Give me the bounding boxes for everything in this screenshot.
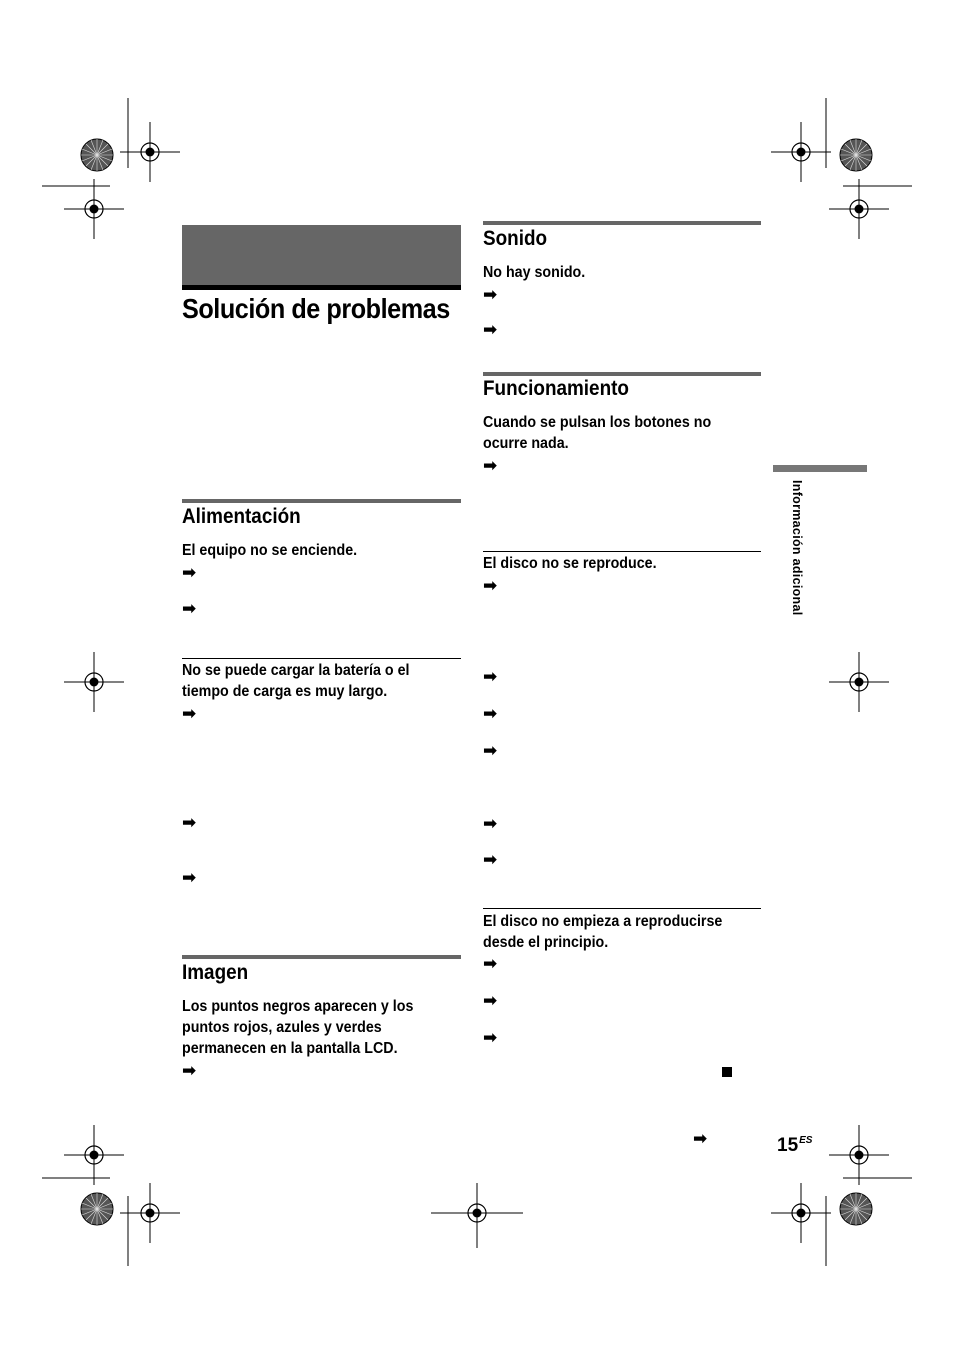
arrow-icon: ➡ (182, 1061, 197, 1080)
section-rule (483, 372, 761, 376)
section-title-imagen: Imagen (182, 961, 249, 984)
arrow-icon: ➡ (182, 868, 197, 887)
section-title-alimentacion: Alimentación (182, 505, 301, 528)
arrow-icon: ➡ (483, 954, 498, 973)
problem-heading: Cuando se pulsan los botones no ocurre nada. (483, 414, 712, 452)
arrow-icon: ➡ (483, 320, 498, 339)
section-title-sonido: Sonido (483, 227, 548, 250)
problem-heading: El equipo no se enciende. (182, 542, 358, 559)
side-tab-label: Información adicional (790, 480, 804, 616)
arrow-icon: ➡ (182, 599, 197, 618)
end-of-section-icon (722, 1067, 732, 1077)
arrow-icon: ➡ (483, 285, 498, 304)
page-title: Solución de problemas (182, 293, 450, 324)
problem-heading: No se puede cargar la batería o el tiempo de carga es muy largo. (182, 662, 410, 700)
arrow-icon: ➡ (483, 814, 498, 833)
problem-heading: El disco no empieza a reproducirse desde el principio. (483, 913, 723, 951)
section-rule (182, 499, 461, 503)
continue-arrow-icon: ➡ (693, 1129, 708, 1148)
problem-heading: El disco no se reproduce. (483, 555, 657, 572)
title-rule (182, 285, 461, 290)
side-tab-bar (773, 465, 867, 472)
problem-divider (483, 551, 761, 552)
arrow-icon: ➡ (182, 704, 197, 723)
problem-heading: No hay sonido. (483, 264, 586, 281)
arrow-icon: ➡ (182, 563, 197, 582)
arrow-icon: ➡ (483, 667, 498, 686)
section-title-funcionamiento: Funcionamiento (483, 377, 629, 400)
problem-divider (182, 658, 461, 659)
arrow-icon: ➡ (483, 704, 498, 723)
arrow-icon: ➡ (483, 576, 498, 595)
section-rule (182, 955, 461, 959)
page-number-value: 15 (777, 1135, 799, 1156)
arrow-icon: ➡ (182, 813, 197, 832)
page-number (777, 1135, 812, 1157)
section-rule (483, 221, 761, 225)
problem-heading: Los puntos negros aparecen y los puntos rojos, azules y verdes permanecen en la pantalla LCD. (182, 998, 414, 1057)
arrow-icon: ➡ (483, 741, 498, 760)
page-number-suffix: ES (799, 1135, 813, 1146)
arrow-icon: ➡ (483, 1028, 498, 1047)
title-header-bar (182, 225, 461, 285)
problem-divider (483, 908, 761, 909)
arrow-icon: ➡ (483, 456, 498, 475)
arrow-icon: ➡ (483, 991, 498, 1010)
arrow-icon: ➡ (483, 850, 498, 869)
